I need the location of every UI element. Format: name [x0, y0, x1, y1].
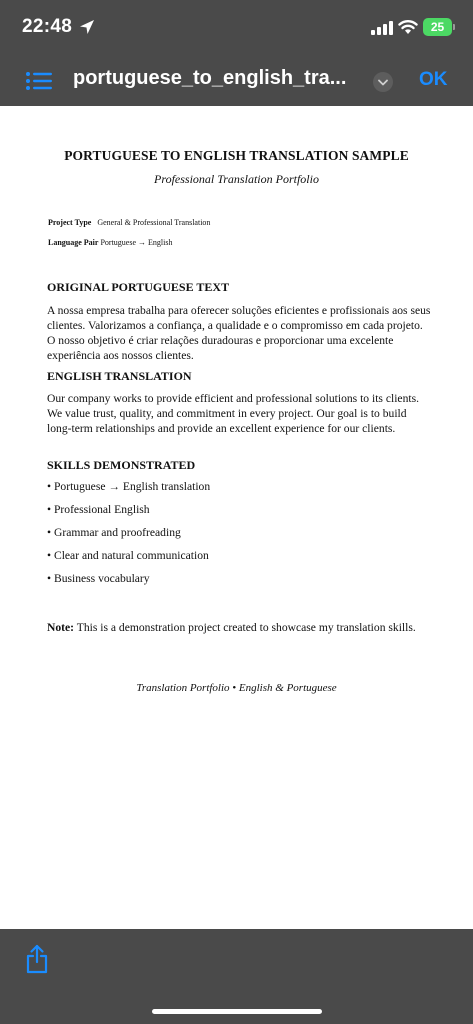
meta-value: Portuguese → English: [100, 238, 173, 247]
note-label: Note:: [47, 621, 75, 634]
status-bar: [0, 0, 473, 56]
meta-key: Language Pair: [48, 238, 99, 247]
ok-button[interactable]: OK: [419, 69, 448, 90]
skill-item: • Portuguese → English translation: [47, 480, 211, 493]
battery-level: 25: [430, 20, 445, 34]
battery-charging-icon: [423, 18, 452, 36]
nav-bar: [0, 56, 473, 106]
skill-item: • Clear and natural communication: [47, 549, 209, 562]
document-footer: Translation Portfolio • English & Portuguese: [136, 682, 337, 694]
original-section-title: ORIGINAL PORTUGUESE TEXT: [47, 280, 230, 294]
cellular-signal-icon: [371, 21, 393, 35]
home-indicator: [152, 1009, 322, 1014]
chevron-down-icon: [378, 79, 388, 86]
document-title[interactable]: portuguese_to_english_tra...: [73, 67, 347, 89]
original-text: A nossa empresa trabalha para oferecer soluções eficientes e profissionais aos seus clientes. Valorizamos a confiança, a qualidade e o compromisso em cada projeto. O nosso objetivo é criar relações duradouras e proporcionar uma excelente experiência aos nossos clientes.: [47, 304, 431, 362]
bottom-toolbar: [0, 929, 473, 1024]
wifi-icon: [398, 19, 418, 35]
skill-item: • Business vocabulary: [47, 572, 150, 585]
document-heading: PORTUGUESE TO ENGLISH TRANSLATION SAMPLE: [64, 148, 409, 163]
document-page: [0, 106, 473, 929]
title-menu-button[interactable]: [373, 72, 393, 92]
battery-cap: [453, 24, 455, 30]
status-time: 22:48: [22, 16, 73, 37]
translation-text: Our company works to provide efficient and professional solutions to its clients. We value trust, quality, and commitment in every project. Our goal is to build long-term relationships and provide an excellent experience for our clients.: [47, 392, 420, 435]
skill-item: • Professional English: [47, 503, 150, 516]
document-subheading: Professional Translation Portfolio: [154, 172, 319, 186]
skill-item: • Grammar and proofreading: [47, 526, 181, 539]
meta-row-project-type: [48, 218, 210, 227]
location-arrow-icon: [78, 18, 96, 36]
translation-section-title: ENGLISH TRANSLATION: [47, 369, 192, 383]
note-paragraph: [47, 620, 432, 635]
share-icon[interactable]: [25, 944, 49, 974]
meta-row-language-pair: [48, 238, 172, 247]
note-text: This is a demonstration project created to showcase my translation skills.: [74, 621, 416, 634]
list-menu-icon[interactable]: [26, 71, 52, 91]
skills-section-title: SKILLS DEMONSTRATED: [47, 458, 196, 472]
meta-key: Project Type: [48, 218, 92, 227]
meta-value: General & Professional Translation: [97, 218, 211, 227]
